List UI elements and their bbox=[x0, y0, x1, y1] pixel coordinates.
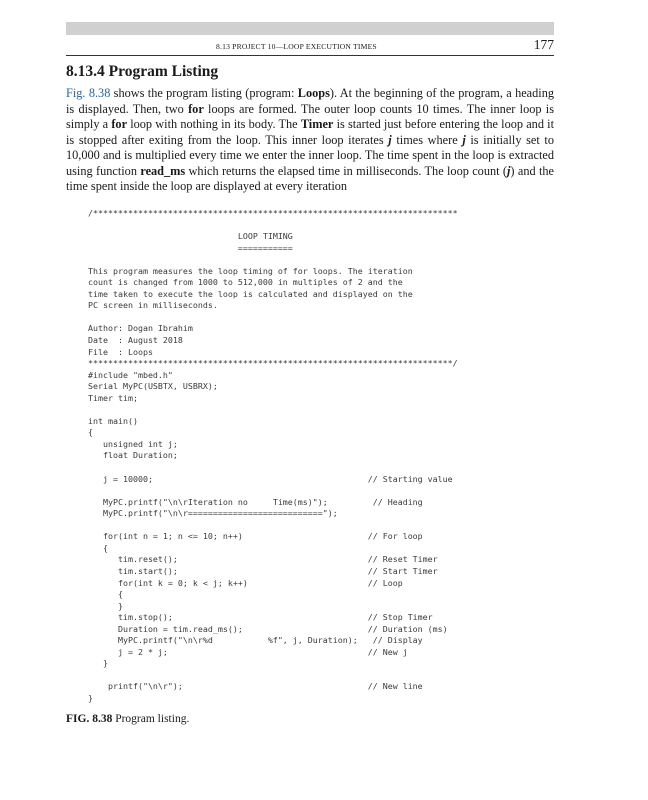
text-span: ). At the beginning of the program, a heading is displayed. Then, two bbox=[66, 86, 554, 116]
code-listing bbox=[88, 208, 458, 705]
code-line: LOOP TIMING bbox=[88, 231, 293, 242]
figure-reference-link[interactable]: Fig. 8.38 bbox=[66, 86, 111, 100]
variable-j: j bbox=[462, 132, 466, 147]
text-span: shows the program listing (program: bbox=[110, 86, 298, 100]
variable-j: j bbox=[507, 163, 511, 178]
code-line: Duration = tim.read_ms(); // Duration (ms) bbox=[88, 623, 448, 634]
code-line: { bbox=[88, 542, 108, 553]
code-line: MyPC.printf("\n\rIteration no Time(ms)"); // Heading bbox=[88, 496, 423, 507]
code-line: tim.reset(); // Reset Timer bbox=[88, 554, 438, 565]
code-line: /************************************************************************* bbox=[88, 208, 458, 218]
keyword-timer: Timer bbox=[300, 117, 334, 131]
code-line: } bbox=[88, 658, 108, 669]
running-title: 8.13 PROJECT 10—LOOP EXECUTION TIMES bbox=[216, 42, 377, 51]
code-line: =========== bbox=[88, 242, 293, 253]
code-line bbox=[88, 520, 458, 532]
program-name: Loops bbox=[297, 86, 330, 100]
code-line: j = 2 * j; // New j bbox=[88, 646, 408, 657]
header-bar bbox=[66, 22, 554, 35]
text-span: ) and the time spent inside the loop are displayed at every iteration bbox=[66, 163, 554, 193]
section-heading: 8.13.4 Program Listing bbox=[66, 63, 219, 80]
code-line: tim.stop(); // Stop Timer bbox=[88, 612, 433, 623]
code-line: j = 10000; // Starting value bbox=[88, 473, 453, 484]
code-line bbox=[88, 485, 458, 497]
code-line bbox=[88, 220, 458, 232]
code-line bbox=[88, 404, 458, 416]
code-line: for(int n = 1; n <= 10; n++) // For loop bbox=[88, 531, 423, 542]
code-line: Timer tim; bbox=[88, 392, 138, 403]
code-line: } bbox=[88, 692, 93, 703]
code-line bbox=[88, 312, 458, 324]
code-line bbox=[88, 462, 458, 474]
code-line: tim.start(); // Start Timer bbox=[88, 565, 438, 576]
function-read-ms: read_ms bbox=[140, 163, 186, 178]
figure-label: FIG. 8.38 bbox=[66, 713, 113, 725]
code-line bbox=[88, 254, 458, 266]
text-span: times where bbox=[391, 132, 463, 147]
running-header bbox=[66, 37, 554, 56]
caption-text: Program listing. bbox=[115, 713, 190, 725]
variable-j: j bbox=[388, 132, 392, 147]
figure-caption bbox=[66, 713, 189, 725]
page-number: 177 bbox=[533, 37, 554, 52]
code-line: unsigned int j; bbox=[88, 438, 178, 449]
code-line: count is changed from 1000 to 512,000 in multiples of 2 and the bbox=[88, 277, 403, 288]
code-line: MyPC.printf("\n\r%d %f", j, Duration); // Display bbox=[88, 635, 423, 646]
code-line: Author: Dogan Ibrahim bbox=[88, 323, 193, 334]
code-line: for(int k = 0; k < j; k++) // Loop bbox=[88, 577, 403, 588]
code-line: File : Loops bbox=[88, 346, 153, 357]
code-line bbox=[88, 670, 458, 682]
code-line: *************************************************************************/ bbox=[88, 358, 458, 369]
code-line: time taken to execute the loop is calculated and displayed on the bbox=[88, 288, 413, 299]
keyword-for: for bbox=[111, 117, 128, 131]
code-line: float Duration; bbox=[88, 450, 178, 461]
code-line: printf("\n\r"); // New line bbox=[88, 681, 423, 692]
text-span: is started just before entering the loop and it is stopped after exiting from the loop. This inner loop iterates bbox=[66, 117, 554, 147]
text-span: loop with nothing in its body. The bbox=[127, 117, 301, 131]
text-span: loops are formed. The outer loop counts 10 times. The inner loop is simply a bbox=[66, 101, 554, 131]
code-line: Serial MyPC(USBTX, USBRX); bbox=[88, 381, 218, 392]
code-line: } bbox=[88, 600, 123, 611]
code-line: PC screen in milliseconds. bbox=[88, 300, 218, 311]
code-line: This program measures the loop timing of for loops. The iteration bbox=[88, 265, 413, 276]
code-line: { bbox=[88, 427, 93, 438]
text-span: is initially set to 10,000 and is multiplied every time we enter the inner loop. The time spent in the loop is extracted using function bbox=[66, 132, 554, 178]
keyword-for: for bbox=[188, 101, 204, 116]
code-line: MyPC.printf("\n\r==========================="); bbox=[88, 508, 338, 519]
body-paragraph bbox=[66, 86, 554, 195]
code-line: int main() bbox=[88, 415, 138, 426]
code-line: { bbox=[88, 589, 123, 600]
text-span: which returns the elapsed time in milliseconds. The loop count ( bbox=[185, 163, 507, 178]
code-line: Date : August 2018 bbox=[88, 335, 183, 346]
code-line: #include "mbed.h" bbox=[88, 369, 173, 380]
